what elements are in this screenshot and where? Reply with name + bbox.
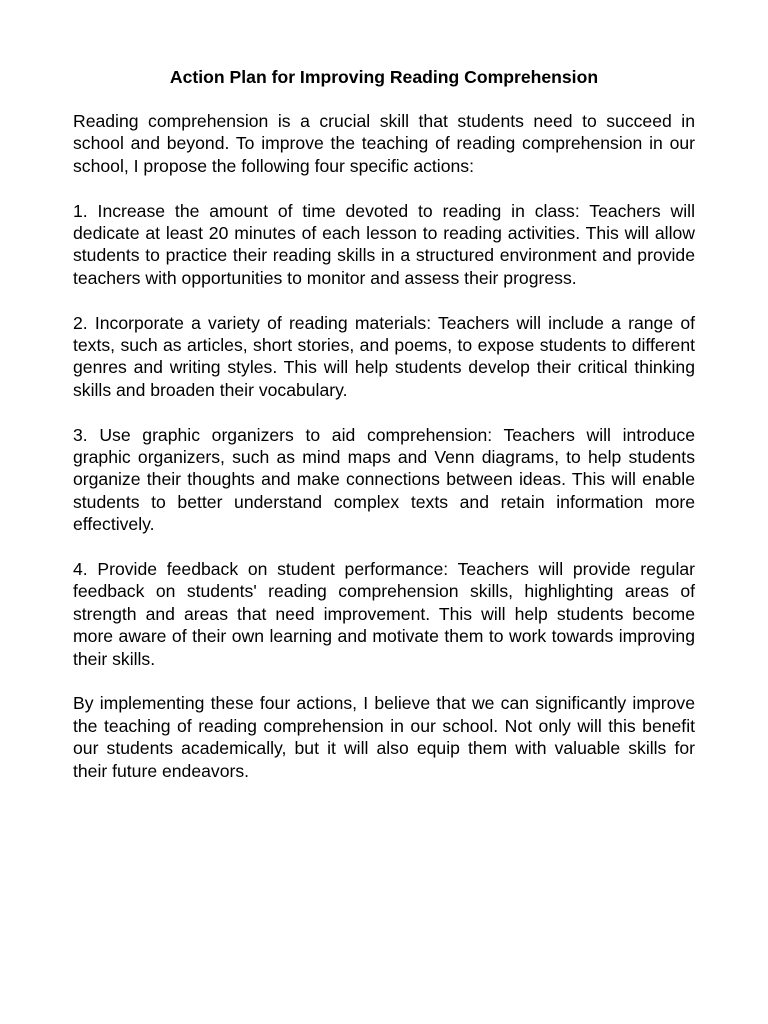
document-title: Action Plan for Improving Reading Comprehension xyxy=(169,67,599,87)
action-2-paragraph: 2. Incorporate a variety of reading materials: Teachers will include a range of texts, such as articles, short stories, and poems, to expose students to different genres and writing styles. This will help students develop their critical thinking skills and broaden their vocabulary. xyxy=(73,312,695,400)
intro-paragraph: Reading comprehension is a crucial skill that students need to succeed in school and beyond. To improve the teaching of reading comprehension in our school, I propose the following four specific actions: xyxy=(73,111,695,176)
conclusion-paragraph: By implementing these four actions, I believe that we can significantly improve the teaching of reading comprehension in our school. Not only will this benefit our students academically, but it will also equip them with valuable skills for their future endeavors. xyxy=(73,693,695,781)
action-1-paragraph: 1. Increase the amount of time devoted to reading in class: Teachers will dedicate at least 20 minutes of each lesson to reading activities. This will allow students to practice their reading skills in a structured environment and provide teachers with opportunities to monitor and assess their progress. xyxy=(73,200,695,288)
action-3-paragraph: 3. Use graphic organizers to aid comprehension: Teachers will introduce graphic organizers, such as mind maps and Venn diagrams, to help students organize their thoughts and make connections between ideas. This will enable students to better understand complex texts and retain information more effectively. xyxy=(73,424,695,535)
action-4-paragraph: 4. Provide feedback on student performance: Teachers will provide regular feedback on students' reading comprehension skills, highlighting areas of strength and areas that need improvement. This will help students become more aware of their own learning and motivate them to work towards improving their skills. xyxy=(73,559,695,669)
document-body xyxy=(73,66,695,782)
